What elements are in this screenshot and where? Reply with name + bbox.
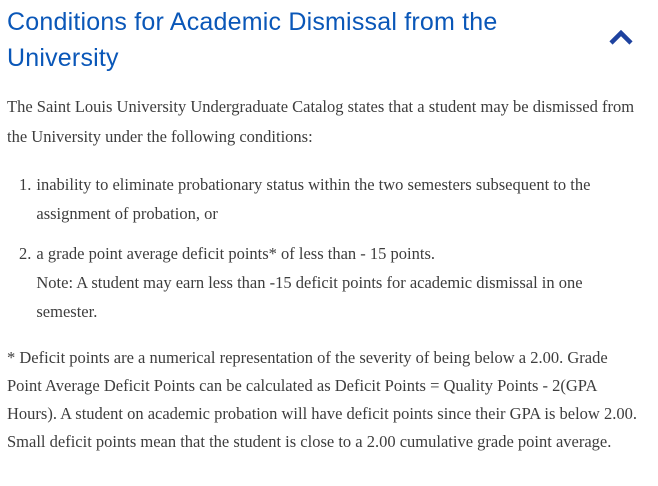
list-item-note: Note: A student may earn less than -15 deficit points for academic dismissal in one semester.	[36, 273, 583, 321]
list-item-text: a grade point average deficit points* of less than - 15 points.	[36, 244, 436, 263]
collapse-section-button[interactable]	[606, 26, 636, 50]
accordion-header[interactable]	[7, 4, 638, 76]
list-item	[19, 239, 635, 326]
section-title[interactable]: Conditions for Academic Dismissal from the University	[7, 8, 498, 72]
list-number: 1.	[19, 175, 32, 194]
intro-paragraph: The Saint Louis University Undergraduate Catalog states that a student may be dismissed from the University under the following conditions:	[7, 97, 635, 146]
chevron-up-icon	[609, 30, 633, 46]
list-item	[19, 170, 635, 228]
conditions-list	[7, 170, 638, 326]
list-number: 2.	[19, 244, 32, 263]
list-item-text: inability to eliminate probationary status within the two semesters subsequent to the assignment of probation, or	[36, 175, 591, 223]
footnote-paragraph: * Deficit points are a numerical representation of the severity of being below a 2.00. Grade Point Average Deficit Points can be calculated as Deficit Points = Quality Points - 2(GPA Hours). A student on academic probation will have deficit points since their GPA is below 2.00. Small deficit points mean that the student is close to a 2.00 cumulative grade point average.	[7, 348, 637, 451]
